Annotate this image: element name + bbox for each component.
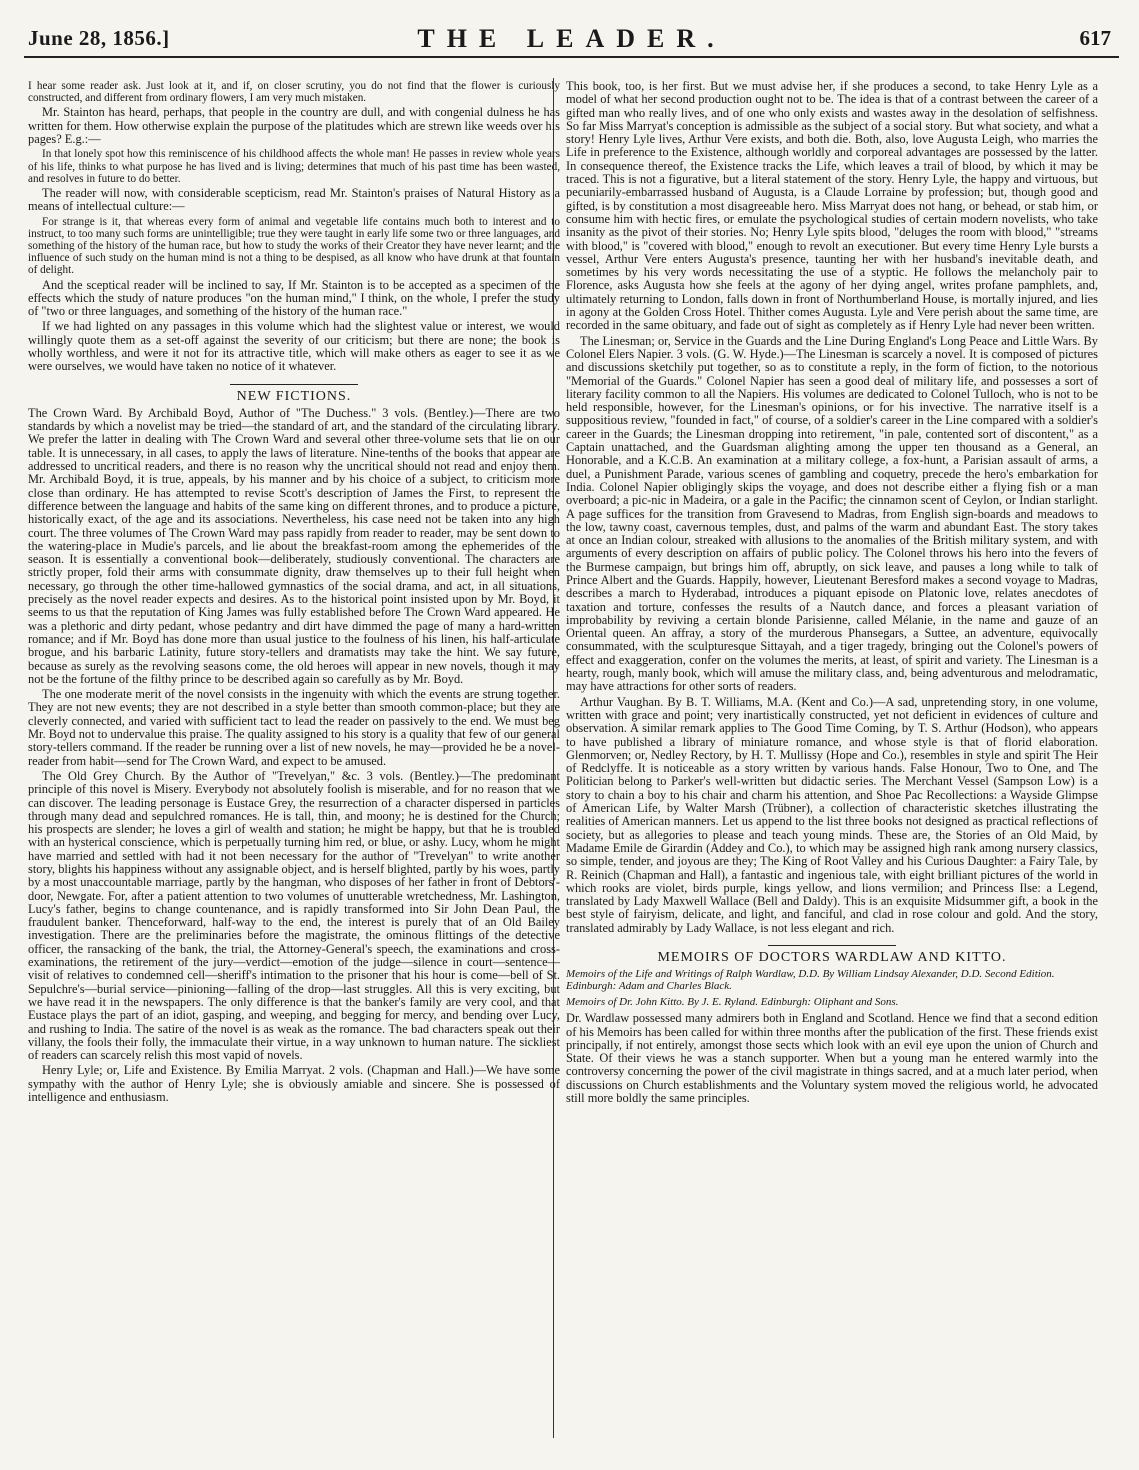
left-column (28, 80, 560, 1450)
quotation: In that lonely spot how this reminiscence of his childhood affects the whole man! He passes in review whole years of his life, thinks to what purpose he has lived and is living; determines that much of his past time has been wasted, and resolves in future to do better. (28, 148, 560, 185)
review-old-grey-church: The Old Grey Church. By the Author of "Trevelyan," &c. 3 vols. (Bentley.)—The predominant principle of this novel is Misery. Everybody not absolutely foolish is miserable, and for no reason that we can discover. The leading personage is Eustace Grey, the resurrection of a character dispersed in particles through many dead and sepulchred romances. He is tall, thin, and moony; he is destined for the Church; his prospects are slender; he loves a girl of wealth and station; he might be happy, but that he is troubled with an hysterical conscience, which is perpetually turning him red, or blue, or ashy. Lucy, whom he might have married and settled with had it not been necessary for the author of "Trevelyan" to write another story, blights his happiness without any assignable object, and is herself blighted, partly by his woes, partly by a most unaccountable marriage, partly by the hangman, who disposes of her father in front of Debtors'-door, Newgate. For, after a patient attention to two volumes of unutterable wretchedness, Mr. Lashington, Lucy's father, begins to change countenance, and is rapidly transformed into Sir John Dean Paul, the fraudulent banker. Thenceforward, half-way to the end, the interest is purely that of an Old Bailey investigation. There are the preliminaries before the magistrate, the ominous flittings of the detective officer, the ransacking of the bank, the trial, the Attorney-General's speech, the examinations and cross-examinations, the retirement of the jury—verdict—emotion of the judge—silence in court—sentence—visit of relatives to condemned cell—sheriff's intimation to the prisoner that his hour is come—bell of St. Sepulchre's—burial service—pinioning—falling of the drop—last struggles. All this is very exciting, but we have read it in the newspapers. The only difference is that the banker's family are very cool, and that Eustace plays the part of an idiot, gasping, and weeping, and begging for mercy, and bending over Lucy, and rushing to India. The satire of the novel is as weak as the romance. The bad characters speak out their villany, the fools their folly, the immaculate their virtue, in a way unknown to human nature. The sickliest of readers can scarcely relish this most vapid of novels. (28, 768, 560, 1063)
page-number: 617 (1079, 26, 1111, 50)
review-crown-ward: The Crown Ward. By Archibald Boyd, Author of "The Duchess." 3 vols. (Bentley.)—There are two standards by which a novelist may be tried—the standard of art, and the standard of the circulating library. We prefer the latter in dealing with The Crown Ward and several other three-volume sets that lie on our table. It is unnecessary, in all cases, to apply the laws of literature. Nine-tenths of the books that appear are addressed to uncritical readers, and there is no reason why the uncritical should not read and enjoy them. Mr. Archibald Boyd, it is true, appeals, by his manner and by his choice of a subject, to criticism more close than ordinary. He has attempted to revise Scott's description of James the First, to represent the difference between the language and habits of the same king on different thrones, and to produce a picture, historically exact, of the age and its associations. Nevertheless, his case need not be taken into any high court. The three volumes of The Crown Ward may pass rapidly from reader to reader, may be sent down to the watering-place in Mudie's parcels, and lie about the breakfast-room among the ephemerides of the season. It is essentially a conventional book—deliberately, studiously conventional. The characters are strictly proper, fold their arms with consummate dignity, draw themselves up to their full height when necessary, go through the other time-hallowed gymnastics of the social drama, and act, in all situations, precisely as the novel reader expects and desires. As to the historical point insisted upon by Mr. Boyd, it seems to us that the reputation of King James was fully established before The Crown Ward appeared. He was a plethoric and dirty pedant, whose pedantry and dirt have dimmed the page of many a hard-written romance; and if Mr. Boyd has done more than usual justice to the foulness of his linen, his half-articulate brogue, and his barbaric Latinity, future story-tellers and dramatists may take the hint. We say future, because as surely as the revolving seasons come, the old heroes will appear in new novels, though it may not be the fortune of the filthy prince to be described again so carefully as by Mr. Boyd. (28, 405, 560, 686)
review-arthur-vaughan: Arthur Vaughan. By B. T. Williams, M.A. (Kent and Co.)—A sad, unpretending story, in one volume, written with grace and point; very inartistically constructed, yet not deficient in evidences of culture and observation. A similar remark applies to The Good Time Coming, by T. S. Arthur (Hodson), who appears to have published a library of miniature romance, and whose style is that of florid elaboration. Glenmorven; or, Nedley Rectory, by H. T. Mullissy (Hope and Co.), resembles in style and spirit The Heir of Redclyffe. It is noticeable as a story written by various hands. False Honour, Two to One, and The Politician belong to Parker's well-written but didactic series. The Merchant Vessel (Sampson Low) is a story to chain a boy to his chair and charm his attention, and Shoe Pac Recollections: a Wayside Glimpse of American Life, by Walter Marsh (Trübner), a collection of characteristic sketches illustrating the realities of American manners. Let us append to the list three books not designed as practical reflections of society, but as allegories to please and teach young minds. These are, the Stories of an Old Maid, by Madame Emile de Girardin (Addey and Co.), to which may be assigned high rank among nursery classics, so simple, tender, and joyous are they; The King of Root Valley and his Curious Daughter: a Fairy Tale, by R. Reinich (Chapman and Hall), a fantastic and ingenious tale, with eight brilliant pictures of the world in which rooks are violet, birds purple, kings yellow, and lions vermilion; and Princess Ilse: a Legend, translated by Lady Maxwell Wallace (Bell and Daldy). This is an exquisite Midsummer gift, a book in the best style of fairyism, delicate, and light, and fanciful, and clad in rose colour and gold. And the story, translated admirably by Lady Wallace, is not less elegant and rich. (566, 694, 1098, 935)
paragraph: If we had lighted on any passages in this volume which had the slightest value or interest, we would willingly quote them as a set-off against the severity of our criticism; but there are none; the book is wholly worthless, and were it not for its attractive title, which will make others as eager to see it as we were ourselves, we would have taken no notice of it whatever. (28, 319, 560, 374)
paragraph: The reader will now, with considerable scepticism, read Mr. Stainton's praises of Natural History as a means of intellectual culture:— (28, 185, 560, 214)
citation: Memoirs of the Life and Writings of Ralph Wardlaw, D.D. By William Lindsay Alexander, D.D. Second Edition. Edinburgh: Adam and Charles Black. (566, 968, 1055, 993)
paragraph: Dr. Wardlaw possessed many admirers both in England and Scotland. Hence we find that a second edition of his Memoirs has been called for within three months after the publication of the first. These friends exist principally, if not entirely, amongst those sects which look with an evil eye upon the union of Church and State. Of their views he was a stanch supporter. When but a young man he entered warmly into the controversy concerning the power of the civil magistrate in things sacred, and at a much later period, when discussions on Church establishments and the Voluntary system moved the religious world, he advocated still more boldly the same principles. (566, 1011, 1098, 1106)
review-henry-lyle: Henry Lyle; or, Life and Existence. By Emilia Marryat. 2 vols. (Chapman and Hall.)—We have some sympathy with the author of Henry Lyle; she is obviously amiable and sincere. She is possessed of intelligence and enthusiasm. (28, 1063, 560, 1105)
issue-date: June 28, 1856.] (28, 26, 170, 50)
paragraph: And the sceptical reader will be inclined to say, If Mr. Stainton is to be accepted as a specimen of the effects which the study of nature produces "on the human mind," I think, on the whole, I prefer the study of "two or three languages, and something of the history of the human race." (28, 277, 560, 319)
masthead (24, 22, 1119, 58)
paragraph: This book, too, is her first. But we must advise her, if she produces a second, to take Henry Lyle as a model of what her second production ought not to be. The idea is that of a contrast between the career of a gifted man who really lives, and of one who only exists and wastes away in the desolation of selfishness. So far Miss Marryat's conception is admissible as the subject of a social story. But what society, and what a story! Henry Lyle lives, Arthur Vere exists, and both die. Both, also, love Augusta Leigh, who marries the Life in preference to the Existence, although worldly and corporeal advantages are possessed by the latter. In consequence thereof, the Existence tracks the Life, which leaves a trail of blood, by which it may be traced. This is not a figurative, but a literal statement of the story. Henry Lyle, the happy and virtuous, but pecuniarily-embarrassed husband of Augusta, is a Claude Lorraine by profession; but, though good and gifted, is by constitution a most disagreeable hero. Miss Marryat does not hang, or behead, or stab him, or consume him with hectic fires, or emulate the psychological studies of certain modern novelists, who take insanity as the pivot of their stories. No; Henry Lyle spits blood, "deluges the room with blood," "streams with blood," is "covered with blood," enough to revolt an executioner. But every time Henry Lyle bursts a vessel, Arthur Vere enters Augusta's presence, taunting her with her husband's inevitable death, and sometimes by his very words necessitating the use of a styptic. He follows the melancholy pair to Florence, asks Augusta how she feels at the agony of her dying angel, writes profane pamphlets, and, ultimately returning to London, falls down in front of Northumberland House, is mortally injured, and lies in agony at the Golden Cross Hotel. Thither comes Augusta. Lyle and Vere perish about the same time, are recorded in the same obituary, and fade out of sight as completely as if Henry Lyle had never been written. (566, 80, 1098, 333)
review-linesman: The Linesman; or, Service in the Guards and the Line During England's Long Peace and Little Wars. By Colonel Elers Napier. 3 vols. (G. W. Hyde.)—The Linesman is scarcely a novel. It is composed of pictures and discussions sketchily put together, so as to constitute a reply, in the form of fiction, to the notorious "Memorial of the Guards." Colonel Napier has seen a good deal of military life, and possesses a sort of literary facility common to all the Napiers. His volumes are dedicated to Colonel Tulloch, who is not to be held responsible, however, for the Linesman's opinions, or for his invective. The narrative itself is a suppositious review, "founded in fact," of course, of a soldier's career in the Line compared with a soldier's career in the Guards; the Linesman dropping into retirement, "in pale, contented sort of discontent," as a Captain unattached, and the Guardsman alighting among the upper ten thousand as a General, an Honorable, and a K.C.B. An examination at a military college, a fox-hunt, a Parisian assault of arms, a duel, a Punishment Parade, various scenes of gambling and coquetry, precede the hero's embarkation for India. Colonel Napier obligingly skips the voyage, and does not describe either a flying fish or a man overboard; a pic-nic in Madeira, or a gale in the Pacific; the cinnamon scent of Ceylon, or Indian starlight. A page suffices for the transition from Gravesend to Madras, from English sign-boards and meadows to the low, tawny coast, cavernous temples, dust, and palms of the warm and abundant East. The story takes at once an Indian colour, streaked with allusions to the anomalies of the British military system, and with arguments of every description on affairs of public policy. The Colonel throws his hero into the fevers of the Burmese campaign, but brings him off, abruptly, on sick leave, and pauses a long while to talk of Prince Albert and the Guards. Happily, however, Lieutenant Beresford makes a second voyage to Madras, describes a march to Hyderabad, introduces a piquant episode on Platonic love, relates anecdotes of taxation and torture, confesses the results of a Nautch dance, and forces a pleasant variation of improbability by reviving a certain blonde Parisienne, called Mélanie, in the name and gauze of an Oriental queen. An affray, a story of the murderous Phansegars, a Suttee, an adventure, equivocally consummated, with the sculpturesque Sittayah, and a tiger tragedy, bringing out the Colonel's powers of effect and exaggeration, confer on the volumes the merits, at least, of spirit and variety. The Linesman is a hearty, rough, manly book, which will amuse the military class, and, being adventurous and melodramatic, may have attractions for other sorts of readers. (566, 333, 1098, 694)
paragraph: The one moderate merit of the novel consists in the ingenuity with which the events are strung together. They are not new events; they are not described in a style better than smooth common-place; but they are cleverly connected, and varied with sufficient tact to lead the reader on passively to the end. We must beg Mr. Boyd not to undervalue this praise. The quality assigned to his story is a quality that few of our general story-tellers command. If the reader be running over a list of new novels, he may—provided he be a novel-reader from habit—send for The Crown Ward, and expect to be amused. (28, 687, 560, 768)
citation: Memoirs of Dr. John Kitto. By J. E. Ryland. Edinburgh: Oliphant and Sons. (566, 996, 899, 1009)
quotation: For strange is it, that whereas every form of animal and vegetable life contains much both to interest and to instruct, to too many such forms are unintelligible; true they were taught in early life some two or three languages, and something of the history of the human race, but how to study the works of their Creator they have never learnt; and the influence of such study on the human mind is not a thing to be despised, as all know who have drunk at that fountain of delight. (28, 215, 560, 277)
newspaper-title: THE LEADER. (417, 24, 726, 53)
right-column (566, 80, 1098, 1450)
section-heading-memoirs: MEMOIRS OF DOCTORS WARDLAW AND KITTO. (566, 945, 1098, 964)
paragraph: I hear some reader ask. Just look at it, and if, on closer scrutiny, you do not find that the flower is curiously constructed, and different from ordinary flowers, I am very much mistaken. (28, 80, 560, 105)
paragraph: Mr. Stainton has heard, perhaps, that people in the country are dull, and with congenial dulness he has written for them. How otherwise explain the purpose of the platitudes which are strewn like weeds over his pages? E.g.:— (28, 105, 560, 146)
section-heading-new-fictions: NEW FICTIONS. (28, 384, 560, 403)
